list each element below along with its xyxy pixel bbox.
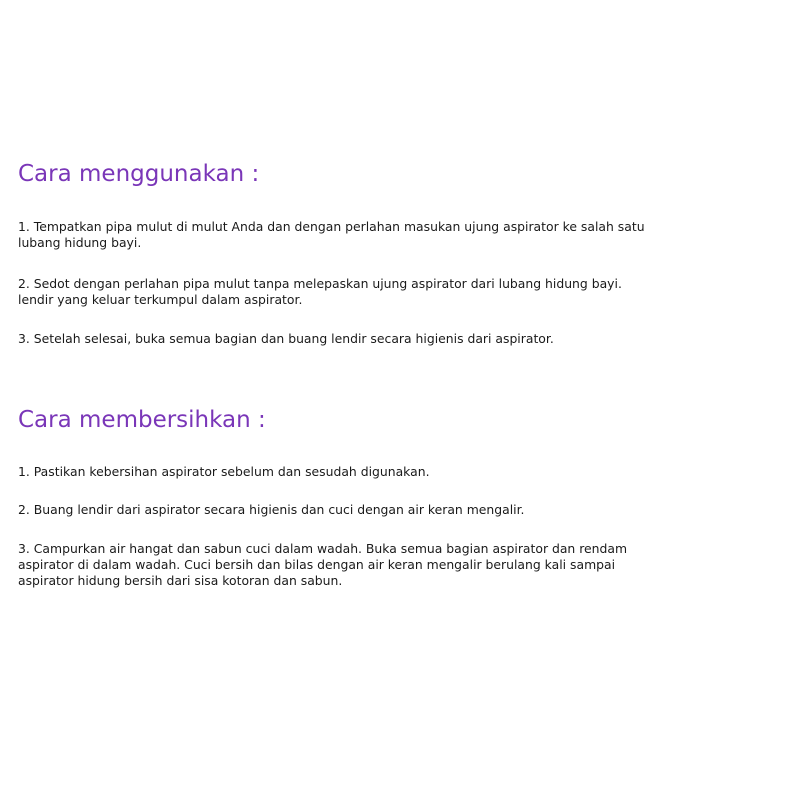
usage-step-3-line-1: 3. Setelah selesai, buka semua bagian dan buang lendir secara higienis dari aspirator. (18, 331, 554, 346)
usage-step-1 (18, 219, 798, 251)
cleaning-step-2-line-1: 2. Buang lendir dari aspirator secara higienis dan cuci dengan air keran mengalir. (18, 502, 525, 517)
cleaning-step-2 (18, 502, 798, 518)
usage-step-1-line-1: 1. Tempatkan pipa mulut di mulut Anda dan dengan perlahan masukan ujung aspirator ke salah satu (18, 219, 645, 234)
cleaning-step-3-line-3: aspirator hidung bersih dari sisa kotoran dan sabun. (18, 573, 343, 588)
cleaning-step-3-line-1: 3. Campurkan air hangat dan sabun cuci dalam wadah. Buka semua bagian aspirator dan rendam (18, 541, 628, 556)
usage-step-1-line-2: lubang hidung bayi. (18, 235, 142, 250)
usage-step-2-line-1: 2. Sedot dengan perlahan pipa mulut tanpa melepaskan ujung aspirator dari lubang hidung bayi. (18, 276, 622, 291)
section-title-cleaning: Cara membersihkan : (18, 407, 266, 433)
cleaning-step-1-line-1: 1. Pastikan kebersihan aspirator sebelum dan sesudah digunakan. (18, 464, 430, 479)
usage-step-2 (18, 276, 798, 308)
usage-step-2-line-2: lendir yang keluar terkumpul dalam aspirator. (18, 292, 303, 307)
cleaning-step-3-line-2: aspirator di dalam wadah. Cuci bersih dan bilas dengan air keran mengalir berulang kali sampai (18, 557, 616, 572)
cleaning-step-3 (18, 541, 798, 589)
cleaning-step-1 (18, 464, 798, 480)
usage-step-3 (18, 331, 798, 347)
section-title-usage: Cara menggunakan : (18, 161, 260, 187)
